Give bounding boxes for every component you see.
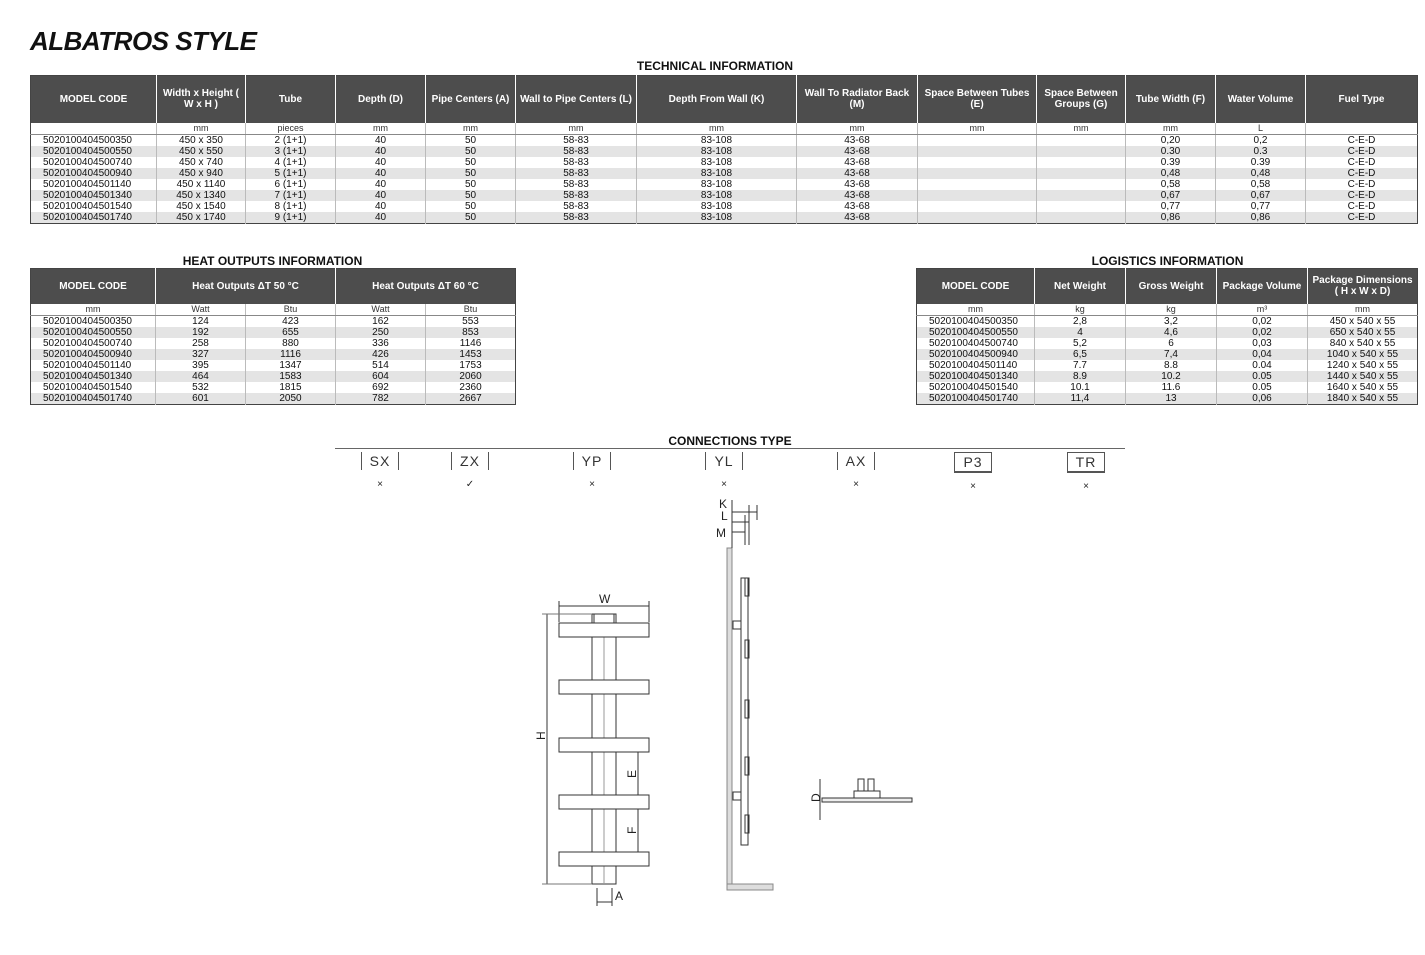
table-cell: 0.05 — [1217, 382, 1308, 393]
table-cell: 604 — [336, 371, 426, 382]
table-cell: 83-108 — [637, 157, 797, 168]
connection-label: AX — [837, 452, 876, 470]
table-cell: 7,4 — [1126, 349, 1217, 360]
connections-section-title: CONNECTIONS TYPE — [668, 434, 792, 448]
table-cell: 2060 — [426, 371, 516, 382]
unit-cell: mm — [1037, 123, 1126, 135]
connection-label: TR — [1067, 452, 1106, 473]
side-floor — [727, 884, 773, 890]
table-cell: C-E-D — [1306, 134, 1418, 146]
table-cell: C-E-D — [1306, 201, 1418, 212]
connection-mark: × — [589, 479, 595, 490]
model-code-cell: 5020100404500740 — [917, 338, 1035, 349]
connection-label: SX — [361, 452, 400, 470]
heat-col-header-dt50: Heat Outputs ΔT 50 °C — [156, 269, 336, 304]
table-cell: 1815 — [246, 382, 336, 393]
table-cell: 0.39 — [1126, 157, 1216, 168]
table-cell: 0,48 — [1126, 168, 1216, 179]
table-cell: 0,58 — [1216, 179, 1306, 190]
table-cell: 0.05 — [1217, 371, 1308, 382]
heat-section-title: HEAT OUTPUTS INFORMATION — [182, 254, 363, 268]
table-cell: 40 — [336, 134, 426, 146]
table-cell: 1840 x 540 x 55 — [1308, 393, 1418, 405]
table-cell: 40 — [336, 190, 426, 201]
table-cell: 450 x 940 — [157, 168, 246, 179]
unit-cell: mm — [157, 123, 246, 135]
col-header-water-volume: Water Volume — [1216, 76, 1306, 123]
table-cell: 43-68 — [797, 190, 918, 201]
dim-label-w: W — [599, 592, 611, 606]
heat-col-header-model-code: MODEL CODE — [31, 269, 156, 304]
col-header-model-code: MODEL CODE — [31, 76, 157, 123]
table-cell: 83-108 — [637, 179, 797, 190]
col-header-width-height: Width x Height ( W x H ) — [157, 76, 246, 123]
table-cell: 192 — [156, 327, 246, 338]
unit-cell: mm — [637, 123, 797, 135]
top-view-plate — [822, 798, 912, 802]
table-cell: 426 — [336, 349, 426, 360]
front-bar — [559, 738, 649, 752]
table-cell: 0,58 — [1126, 179, 1216, 190]
table-cell: 0,77 — [1126, 201, 1216, 212]
table-cell: 0,03 — [1217, 338, 1308, 349]
table-cell: 58-83 — [516, 201, 637, 212]
table-cell: 395 — [156, 360, 246, 371]
connection-mark: × — [970, 481, 976, 492]
table-cell: 43-68 — [797, 212, 918, 224]
model-code-cell: 5020100404501140 — [31, 360, 156, 371]
table-cell: 43-68 — [797, 168, 918, 179]
table-cell: 2360 — [426, 382, 516, 393]
model-code-cell: 5020100404501740 — [31, 393, 156, 405]
table-cell: 58-83 — [516, 212, 637, 224]
table-cell: 250 — [336, 327, 426, 338]
table-cell: 8.8 — [1126, 360, 1217, 371]
col-header-depth-from-wall: Depth From Wall (K) — [637, 76, 797, 123]
table-cell: 450 x 550 — [157, 146, 246, 157]
table-cell: 124 — [156, 315, 246, 327]
connection-label: ZX — [451, 452, 489, 470]
table-cell: 9 (1+1) — [246, 212, 336, 224]
heat-col-header-dt60: Heat Outputs ΔT 60 °C — [336, 269, 516, 304]
table-cell: 83-108 — [637, 190, 797, 201]
table-cell: 40 — [336, 168, 426, 179]
table-cell: 0,02 — [1217, 315, 1308, 327]
table-cell: C-E-D — [1306, 212, 1418, 224]
unit-cell: mm — [917, 304, 1035, 316]
table-cell: 43-68 — [797, 134, 918, 146]
table-cell: 58-83 — [516, 179, 637, 190]
dim-label-d: D — [809, 793, 823, 802]
table-cell: 1040 x 540 x 55 — [1308, 349, 1418, 360]
table-cell: 1440 x 540 x 55 — [1308, 371, 1418, 382]
table-cell: 50 — [426, 190, 516, 201]
table-cell: 8.9 — [1035, 371, 1126, 382]
table-cell: 83-108 — [637, 168, 797, 179]
model-code-cell: 5020100404501740 — [917, 393, 1035, 405]
table-cell: 43-68 — [797, 146, 918, 157]
page-title: ALBATROS STYLE — [30, 26, 257, 56]
table-cell: 840 x 540 x 55 — [1308, 338, 1418, 349]
table-cell: 83-108 — [637, 212, 797, 224]
table-cell: 0,02 — [1217, 327, 1308, 338]
table-cell: 327 — [156, 349, 246, 360]
table-cell: 50 — [426, 201, 516, 212]
table-cell: 0,48 — [1216, 168, 1306, 179]
table-cell: 258 — [156, 338, 246, 349]
table-cell: 0,86 — [1126, 212, 1216, 224]
table-cell: 10.2 — [1126, 371, 1217, 382]
connection-mark: × — [1083, 481, 1089, 492]
table-cell: C-E-D — [1306, 168, 1418, 179]
log-col-header-model-code: MODEL CODE — [917, 269, 1035, 304]
connection-label: P3 — [954, 452, 991, 473]
table-cell: 50 — [426, 146, 516, 157]
table-cell: 1453 — [426, 349, 516, 360]
model-code-cell: 5020100404500940 — [31, 168, 157, 179]
table-cell: 43-68 — [797, 201, 918, 212]
table-cell: 450 x 540 x 55 — [1308, 315, 1418, 327]
log-col-header-package-volume: Package Volume — [1217, 269, 1308, 304]
table-cell: 10.1 — [1035, 382, 1126, 393]
table-cell: 58-83 — [516, 146, 637, 157]
technical-section-title: TECHNICAL INFORMATION — [636, 59, 794, 73]
unit-cell: mm — [918, 123, 1037, 135]
model-code-cell: 5020100404500740 — [31, 157, 157, 168]
table-cell: 40 — [336, 179, 426, 190]
table-cell: 13 — [1126, 393, 1217, 405]
table-cell: C-E-D — [1306, 157, 1418, 168]
unit-cell: mm — [31, 304, 156, 316]
connection-mark: × — [377, 479, 383, 490]
side-wall — [727, 548, 732, 885]
model-code-cell: 5020100404500940 — [917, 349, 1035, 360]
table-cell: 601 — [156, 393, 246, 405]
table-cell: 692 — [336, 382, 426, 393]
table-cell: 7.7 — [1035, 360, 1126, 371]
model-code-cell: 5020100404500550 — [31, 146, 157, 157]
unit-cell: Btu — [426, 304, 516, 316]
col-header-wall-to-back: Wall To Radiator Back (M) — [797, 76, 918, 123]
unit-cell: Watt — [336, 304, 426, 316]
model-code-cell: 5020100404501540 — [31, 201, 157, 212]
col-header-space-groups: Space Between Groups (G) — [1037, 76, 1126, 123]
table-cell: 655 — [246, 327, 336, 338]
unit-cell: kg — [1035, 304, 1126, 316]
table-cell: 40 — [336, 146, 426, 157]
table-cell: 83-108 — [637, 146, 797, 157]
table-cell: 3 (1+1) — [246, 146, 336, 157]
log-col-header-package-dimensions: Package Dimensions ( H x W x D) — [1308, 269, 1418, 304]
table-cell: 0.04 — [1217, 360, 1308, 371]
table-cell: 6,5 — [1035, 349, 1126, 360]
table-cell: 1640 x 540 x 55 — [1308, 382, 1418, 393]
col-header-depth: Depth (D) — [336, 76, 426, 123]
table-cell: 0,67 — [1216, 190, 1306, 201]
dim-label-h: H — [534, 731, 548, 740]
front-bar — [559, 623, 649, 637]
table-cell: 50 — [426, 168, 516, 179]
model-code-cell: 5020100404501140 — [917, 360, 1035, 371]
table-cell: 50 — [426, 157, 516, 168]
table-cell: 50 — [426, 179, 516, 190]
table-cell: 5 (1+1) — [246, 168, 336, 179]
unit-cell: mm — [516, 123, 637, 135]
col-header-wall-to-pipe: Wall to Pipe Centers (L) — [516, 76, 637, 123]
unit-cell: mm — [797, 123, 918, 135]
model-code-cell: 5020100404501140 — [31, 179, 157, 190]
model-code-cell: 5020100404501340 — [31, 371, 156, 382]
table-cell: 50 — [426, 134, 516, 146]
table-cell: 553 — [426, 315, 516, 327]
model-code-cell: 5020100404501340 — [31, 190, 157, 201]
unit-cell: m³ — [1217, 304, 1308, 316]
col-header-tube-width: Tube Width (F) — [1126, 76, 1216, 123]
table-cell: 43-68 — [797, 179, 918, 190]
table-cell: 0.39 — [1216, 157, 1306, 168]
front-bar — [559, 852, 649, 866]
table-cell: 6 — [1126, 338, 1217, 349]
col-header-space-tubes: Space Between Tubes (E) — [918, 76, 1037, 123]
model-code-cell: 5020100404500550 — [31, 327, 156, 338]
model-code-cell: 5020100404500740 — [31, 338, 156, 349]
table-cell: 450 x 740 — [157, 157, 246, 168]
table-cell: 58-83 — [516, 157, 637, 168]
connection-mark: ✓ — [465, 479, 475, 490]
log-col-header-gross-weight: Gross Weight — [1126, 269, 1217, 304]
table-cell: C-E-D — [1306, 146, 1418, 157]
table-cell: 450 x 1140 — [157, 179, 246, 190]
unit-cell: mm — [1126, 123, 1216, 135]
table-cell: 58-83 — [516, 134, 637, 146]
col-header-pipe-centers: Pipe Centers (A) — [426, 76, 516, 123]
table-cell: 450 x 1340 — [157, 190, 246, 201]
model-code-cell: 5020100404500940 — [31, 349, 156, 360]
table-cell: 423 — [246, 315, 336, 327]
table-cell: 853 — [426, 327, 516, 338]
table-cell: 11,4 — [1035, 393, 1126, 405]
model-code-cell: 5020100404501740 — [31, 212, 157, 224]
table-cell: 58-83 — [516, 190, 637, 201]
table-cell: 83-108 — [637, 134, 797, 146]
front-bar — [559, 795, 649, 809]
connection-mark: × — [721, 479, 727, 490]
connection-label: YP — [573, 452, 612, 470]
table-cell: 0,77 — [1216, 201, 1306, 212]
model-code-cell: 5020100404500550 — [917, 327, 1035, 338]
connection-label: YL — [705, 452, 742, 470]
table-cell: 58-83 — [516, 168, 637, 179]
table-cell: 83-108 — [637, 201, 797, 212]
model-code-cell: 5020100404500350 — [917, 315, 1035, 327]
dim-label-e: E — [625, 769, 639, 778]
table-cell: 650 x 540 x 55 — [1308, 327, 1418, 338]
unit-cell: Btu — [246, 304, 336, 316]
table-cell: 4,6 — [1126, 327, 1217, 338]
model-code-cell: 5020100404500350 — [31, 315, 156, 327]
table-cell: 0,20 — [1126, 134, 1216, 146]
model-code-cell: 5020100404501540 — [917, 382, 1035, 393]
table-cell: 5,2 — [1035, 338, 1126, 349]
table-cell: 464 — [156, 371, 246, 382]
table-cell: 2 (1+1) — [246, 134, 336, 146]
unit-cell: mm — [426, 123, 516, 135]
unit-cell: pieces — [246, 123, 336, 135]
model-code-cell: 5020100404501540 — [31, 382, 156, 393]
table-cell: 0.3 — [1216, 146, 1306, 157]
table-cell: C-E-D — [1306, 190, 1418, 201]
table-cell: 2667 — [426, 393, 516, 405]
table-cell: 514 — [336, 360, 426, 371]
table-cell: 6 (1+1) — [246, 179, 336, 190]
table-cell: 1753 — [426, 360, 516, 371]
table-cell: 0.30 — [1126, 146, 1216, 157]
table-cell: 336 — [336, 338, 426, 349]
table-cell: 11.6 — [1126, 382, 1217, 393]
table-cell: 2050 — [246, 393, 336, 405]
table-cell: 450 x 350 — [157, 134, 246, 146]
table-cell: 1583 — [246, 371, 336, 382]
dim-label-k: K — [719, 497, 728, 511]
table-cell: 1347 — [246, 360, 336, 371]
dim-label-l: L — [721, 509, 728, 523]
connection-mark: × — [853, 479, 859, 490]
logistics-section-title: LOGISTICS INFORMATION — [1091, 254, 1244, 268]
unit-cell: kg — [1126, 304, 1217, 316]
dim-label-a: A — [615, 889, 624, 903]
table-cell: 8 (1+1) — [246, 201, 336, 212]
table-cell: 0,06 — [1217, 393, 1308, 405]
table-cell: 880 — [246, 338, 336, 349]
col-header-fuel-type: Fuel Type — [1306, 76, 1418, 123]
dim-label-m: M — [716, 526, 726, 540]
table-cell: 40 — [336, 201, 426, 212]
front-bar — [559, 680, 649, 694]
table-cell: 4 (1+1) — [246, 157, 336, 168]
table-cell: 40 — [336, 212, 426, 224]
table-cell: 43-68 — [797, 157, 918, 168]
model-code-cell: 5020100404500350 — [31, 134, 157, 146]
table-cell: 0,2 — [1216, 134, 1306, 146]
unit-cell: L — [1216, 123, 1306, 135]
model-code-cell: 5020100404501340 — [917, 371, 1035, 382]
col-header-tube: Tube — [246, 76, 336, 123]
table-cell: 40 — [336, 157, 426, 168]
dim-label-f: F — [625, 826, 639, 834]
table-cell: 50 — [426, 212, 516, 224]
table-cell: 450 x 1740 — [157, 212, 246, 224]
table-cell: 1240 x 540 x 55 — [1308, 360, 1418, 371]
table-cell: 450 x 1540 — [157, 201, 246, 212]
table-cell: 3,2 — [1126, 315, 1217, 327]
table-cell: 162 — [336, 315, 426, 327]
table-cell: 7 (1+1) — [246, 190, 336, 201]
table-cell: 0,67 — [1126, 190, 1216, 201]
table-cell: 1116 — [246, 349, 336, 360]
unit-cell: mm — [336, 123, 426, 135]
table-cell: C-E-D — [1306, 179, 1418, 190]
table-cell: 0,04 — [1217, 349, 1308, 360]
table-cell: 2,8 — [1035, 315, 1126, 327]
log-col-header-net-weight: Net Weight — [1035, 269, 1126, 304]
table-cell: 1146 — [426, 338, 516, 349]
unit-cell: mm — [1308, 304, 1418, 316]
table-cell: 4 — [1035, 327, 1126, 338]
table-cell: 532 — [156, 382, 246, 393]
table-cell: 0,86 — [1216, 212, 1306, 224]
unit-cell: Watt — [156, 304, 246, 316]
table-cell: 782 — [336, 393, 426, 405]
